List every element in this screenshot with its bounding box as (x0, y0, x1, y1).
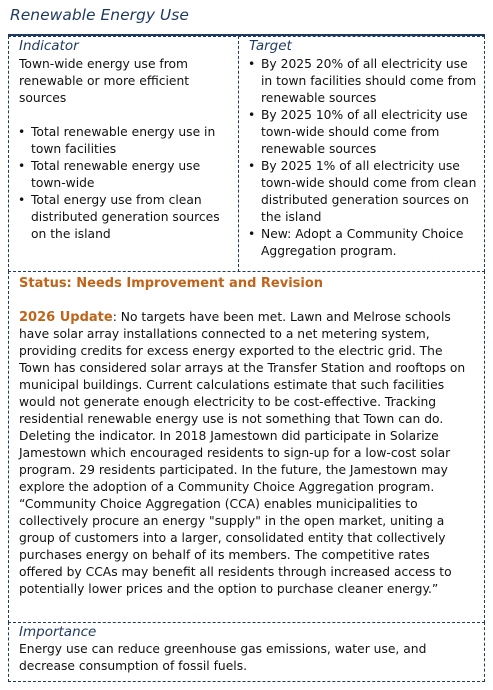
indicator-intro: Town-wide energy use from renewable or more efficient sources (19, 57, 190, 105)
status-heading: Status: Needs Improvement and Revision (19, 276, 324, 291)
importance-section (8, 622, 485, 682)
page-title: Renewable Energy Use (10, 6, 189, 24)
status-update (19, 309, 476, 598)
list-item: • Total renewable energy use in town facilities (9, 124, 235, 158)
indicator-section (8, 36, 241, 272)
list-item: • By 2025 1% of all electricity use town-wide should come from clean distributed generation sources on the island (239, 158, 478, 226)
update-text: : No targets have been met. Lawn and Melrose schools have solar array installations connected to a net metering system, providing credits for excess energy exported to the electric grid. The Town has considered solar arrays at the Transfer Station and rooftops on municipal buildings. Current calculations estimate that such facilities would not generate enough electricity to be cost-effective. Tracking residential renewable energy use is not something that Town can do. Deleting the indicator. In 2018 Jamestown did participate in Solarize Jamestown which encouraged residents to sign-up for a low-cost solar program. 29 residents participated. In the future, the Jamestown may explore the adoption of a Community Choice Aggregation program. “Community Choice Aggregation (CCA) enables municipalities to collectively procure an energy "supply" in the open market, uniting a group of customers into a larger, consolidated entity that collectively purchases energy on behalf of its members. The competitive rates offered by CCAs may benefit all residents through increased access to potentially lower prices and the option to purchase cleaner energy.” (19, 310, 466, 596)
list-item: • New: Adopt a Community Choice Aggregation program. (239, 226, 478, 260)
indicator-heading: Indicator (19, 38, 79, 54)
indicator-list (9, 124, 235, 243)
target-heading: Target (249, 38, 292, 54)
target-list (239, 56, 478, 260)
importance-text: Energy use can reduce greenhouse gas emissions, water use, and decrease consumption of fossil fuels. (19, 642, 427, 673)
list-item: • Total renewable energy use town-wide (9, 158, 235, 192)
importance-heading: Importance (19, 624, 97, 640)
list-item: • Total energy use from clean distributed generation sources on the island (9, 192, 235, 243)
list-item: • By 2025 10% of all electricity use town-wide should come from renewable sources (239, 107, 478, 158)
target-section (238, 36, 485, 272)
status-section (8, 271, 485, 623)
list-item: • By 2025 20% of all electricity use in town facilities should come from renewable sources (239, 56, 478, 107)
update-label: 2026 Update (19, 310, 113, 325)
